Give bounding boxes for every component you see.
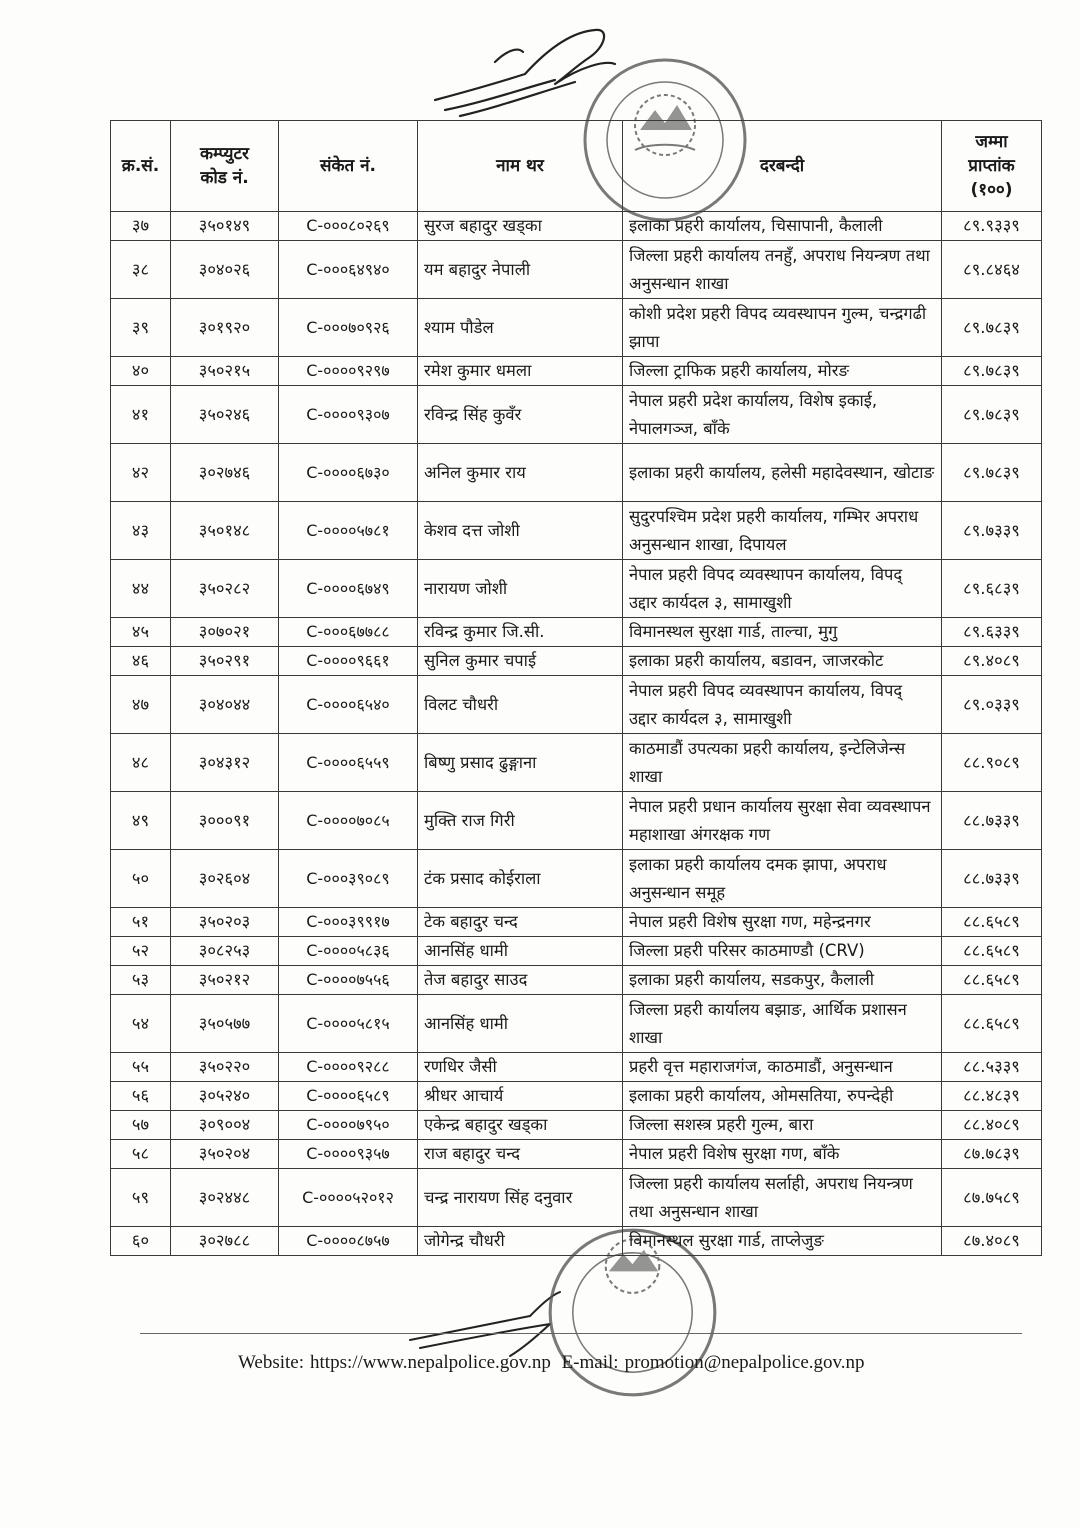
cell-post: नेपाल प्रहरी प्रधान कार्यालय सुरक्षा सेवा व्यवस्थापन महाशाखा अंगरक्षक गण <box>623 792 942 850</box>
cell-score: ८९.७८३९ <box>942 299 1042 357</box>
cell-post: नेपाल प्रहरी विशेष सुरक्षा गण, महेन्द्रनगर <box>623 908 942 937</box>
cell-sn: ४५ <box>111 618 171 647</box>
table-row <box>111 618 1042 647</box>
cell-name: श्याम पौडेल <box>418 299 623 357</box>
merit-list-table <box>110 120 1042 1256</box>
cell-post: नेपाल प्रहरी प्रदेश कार्यालय, विशेष इकाई, नेपालगञ्ज, बाँके <box>623 386 942 444</box>
cell-code: ३५०२१५ <box>171 357 279 386</box>
cell-symbol: C-००००७५५६ <box>279 966 418 995</box>
cell-code: ३०८२५३ <box>171 937 279 966</box>
cell-score: ८९.७३३९ <box>942 502 1042 560</box>
cell-symbol: C-००००९६६१ <box>279 647 418 676</box>
column-header-sn: क्र.सं. <box>111 121 171 212</box>
cell-score: ८९.६३३९ <box>942 618 1042 647</box>
cell-score: ८८.६५८९ <box>942 937 1042 966</box>
cell-name: सुरज बहादुर खड्का <box>418 212 623 241</box>
cell-code: ३०१९२० <box>171 299 279 357</box>
cell-code: ३०२७८८ <box>171 1227 279 1256</box>
cell-code: ३०४०२६ <box>171 241 279 299</box>
cell-symbol: C-००००६५४० <box>279 676 418 734</box>
table-row <box>111 995 1042 1053</box>
cell-score: ८८.४०८९ <box>942 1111 1042 1140</box>
cell-score: ८९.९३३९ <box>942 212 1042 241</box>
cell-code: ३५०२०४ <box>171 1140 279 1169</box>
cell-name: श्रीधर आचार्य <box>418 1082 623 1111</box>
cell-score: ८७.४०८९ <box>942 1227 1042 1256</box>
cell-code: ३५०२०३ <box>171 908 279 937</box>
cell-code: ३०९००४ <box>171 1111 279 1140</box>
cell-post: जिल्ला प्रहरी कार्यालय तनहुँ, अपराध नियन्त्रण तथा अनुसन्धान शाखा <box>623 241 942 299</box>
table-row <box>111 647 1042 676</box>
cell-symbol: C-००००६७४९ <box>279 560 418 618</box>
footer-divider <box>140 1333 1022 1334</box>
cell-sn: ४७ <box>111 676 171 734</box>
table-row <box>111 560 1042 618</box>
cell-code: ३५०१४८ <box>171 502 279 560</box>
cell-symbol: C-००००५२०१२ <box>279 1169 418 1227</box>
cell-name: चन्द्र नारायण सिंह दनुवार <box>418 1169 623 1227</box>
cell-sn: ४८ <box>111 734 171 792</box>
cell-symbol: C-०००६४९४० <box>279 241 418 299</box>
cell-score: ८८.९०८९ <box>942 734 1042 792</box>
cell-score: ८९.४०८९ <box>942 647 1042 676</box>
cell-score: ८९.७८३९ <box>942 444 1042 502</box>
cell-name: तेज बहादुर साउद <box>418 966 623 995</box>
cell-code: ३५०२८२ <box>171 560 279 618</box>
cell-sn: ३९ <box>111 299 171 357</box>
cell-name: रविन्द्र कुमार जि.सी. <box>418 618 623 647</box>
email-label: E-mail: <box>561 1352 619 1373</box>
cell-name: अनिल कुमार राय <box>418 444 623 502</box>
cell-symbol: C-००००७९५० <box>279 1111 418 1140</box>
website-label: Website: <box>238 1352 305 1373</box>
cell-post: नेपाल प्रहरी विपद व्यवस्थापन कार्यालय, विपद् उद्दार कार्यदल ३, सामाखुशी <box>623 560 942 618</box>
cell-post: जिल्ला ट्राफिक प्रहरी कार्यालय, मोरङ <box>623 357 942 386</box>
footer <box>238 1352 871 1374</box>
table-row <box>111 1082 1042 1111</box>
cell-score: ८९.७८३९ <box>942 357 1042 386</box>
cell-post: नेपाल प्रहरी विपद व्यवस्थापन कार्यालय, विपद् उद्दार कार्यदल ३, सामाखुशी <box>623 676 942 734</box>
cell-sn: ५१ <box>111 908 171 937</box>
cell-sn: ४१ <box>111 386 171 444</box>
cell-symbol: C-०००७०९२६ <box>279 299 418 357</box>
cell-name: एकेन्द्र बहादुर खड्का <box>418 1111 623 1140</box>
cell-sn: ५३ <box>111 966 171 995</box>
table-row <box>111 966 1042 995</box>
cell-sn: ५८ <box>111 1140 171 1169</box>
email-link[interactable]: promotion@nepalpolice.gov.np <box>624 1352 865 1373</box>
table-row <box>111 1053 1042 1082</box>
cell-sn: ३७ <box>111 212 171 241</box>
website-link[interactable]: https://www.nepalpolice.gov.np <box>310 1352 551 1373</box>
table-row <box>111 1140 1042 1169</box>
cell-symbol: C-००००७०८५ <box>279 792 418 850</box>
cell-score: ८८.६५८९ <box>942 908 1042 937</box>
cell-post: सुदुरपश्चिम प्रदेश प्रहरी कार्यालय, गम्भिर अपराध अनुसन्धान शाखा, दिपायल <box>623 502 942 560</box>
cell-code: ३५०२४६ <box>171 386 279 444</box>
cell-post: विमानस्थल सुरक्षा गार्ड, ताल्चा, मुगु <box>623 618 942 647</box>
cell-score: ८९.०३३९ <box>942 676 1042 734</box>
cell-name: टेक बहादुर चन्द <box>418 908 623 937</box>
table-row <box>111 299 1042 357</box>
cell-code: ३०७०२१ <box>171 618 279 647</box>
cell-post: जिल्ला प्रहरी कार्यालय सर्लाही, अपराध नियन्त्रण तथा अनुसन्धान शाखा <box>623 1169 942 1227</box>
column-header-symbol: संकेत नं. <box>279 121 418 212</box>
table-row <box>111 241 1042 299</box>
cell-code: ३०२४४८ <box>171 1169 279 1227</box>
cell-sn: ४४ <box>111 560 171 618</box>
cell-symbol: C-००००९३०७ <box>279 386 418 444</box>
cell-code: ३०५२४० <box>171 1082 279 1111</box>
cell-sn: ५९ <box>111 1169 171 1227</box>
cell-code: ३०००९१ <box>171 792 279 850</box>
cell-name: टंक प्रसाद कोईराला <box>418 850 623 908</box>
cell-post: इलाका प्रहरी कार्यालय, सडकपुर, कैलाली <box>623 966 942 995</box>
cell-code: ३०४३१२ <box>171 734 279 792</box>
cell-score: ८७.७५८९ <box>942 1169 1042 1227</box>
cell-name: यम बहादुर नेपाली <box>418 241 623 299</box>
cell-post: काठमाडौं उपत्यका प्रहरी कार्यालय, इन्टेलिजेन्स शाखा <box>623 734 942 792</box>
cell-symbol: C-००००६७३० <box>279 444 418 502</box>
table-row <box>111 676 1042 734</box>
table-row <box>111 386 1042 444</box>
cell-sn: ५५ <box>111 1053 171 1082</box>
cell-sn: ४० <box>111 357 171 386</box>
cell-score: ८७.७८३९ <box>942 1140 1042 1169</box>
cell-post: जिल्ला प्रहरी परिसर काठमाण्डौ (CRV) <box>623 937 942 966</box>
table-header-row <box>111 121 1042 212</box>
table-row <box>111 937 1042 966</box>
cell-name: नारायण जोशी <box>418 560 623 618</box>
cell-post: विमानस्थल सुरक्षा गार्ड, ताप्लेजुङ <box>623 1227 942 1256</box>
table-row <box>111 212 1042 241</box>
cell-code: ३०४०४४ <box>171 676 279 734</box>
cell-post: कोशी प्रदेश प्रहरी विपद व्यवस्थापन गुल्म, चन्द्रगढी झापा <box>623 299 942 357</box>
cell-symbol: C-००००९२८८ <box>279 1053 418 1082</box>
cell-code: ३५०१४९ <box>171 212 279 241</box>
cell-sn: ५४ <box>111 995 171 1053</box>
column-header-post: दरबन्दी <box>623 121 942 212</box>
cell-post: जिल्ला सशस्त्र प्रहरी गुल्म, बारा <box>623 1111 942 1140</box>
cell-post: प्रहरी वृत्त महाराजगंज, काठमाडौं, अनुसन्धान <box>623 1053 942 1082</box>
cell-score: ८८.७३३९ <box>942 850 1042 908</box>
cell-post: जिल्ला प्रहरी कार्यालय बझाङ, आर्थिक प्रशासन शाखा <box>623 995 942 1053</box>
cell-code: ३५०२२० <box>171 1053 279 1082</box>
table-row <box>111 1227 1042 1256</box>
cell-score: ८९.७८३९ <box>942 386 1042 444</box>
cell-symbol: C-००००५८३६ <box>279 937 418 966</box>
cell-symbol: C-००००९३५७ <box>279 1140 418 1169</box>
cell-name: रमेश कुमार धमला <box>418 357 623 386</box>
column-header-code: कम्प्युटर कोड नं. <box>171 121 279 212</box>
cell-symbol: C-०००३९०८९ <box>279 850 418 908</box>
cell-code: ३५०२९१ <box>171 647 279 676</box>
table-row <box>111 908 1042 937</box>
cell-score: ८९.८४६४ <box>942 241 1042 299</box>
cell-post: इलाका प्रहरी कार्यालय दमक झापा, अपराध अनुसन्धान समूह <box>623 850 942 908</box>
table-row <box>111 1169 1042 1227</box>
cell-sn: ४३ <box>111 502 171 560</box>
cell-symbol: C-००००५८१५ <box>279 995 418 1053</box>
cell-name: रणधिर जैसी <box>418 1053 623 1082</box>
cell-post: नेपाल प्रहरी विशेष सुरक्षा गण, बाँके <box>623 1140 942 1169</box>
cell-score: ८८.६५८९ <box>942 995 1042 1053</box>
cell-code: ३५०५७७ <box>171 995 279 1053</box>
cell-name: विलट चौधरी <box>418 676 623 734</box>
cell-sn: ६० <box>111 1227 171 1256</box>
cell-score: ८८.४८३९ <box>942 1082 1042 1111</box>
cell-symbol: C-००००५७८१ <box>279 502 418 560</box>
column-header-name: नाम थर <box>418 121 623 212</box>
cell-sn: ४६ <box>111 647 171 676</box>
table-row <box>111 444 1042 502</box>
cell-name: आनसिंह धामी <box>418 995 623 1053</box>
cell-code: ३०२७४६ <box>171 444 279 502</box>
cell-symbol: C-०००३९९१७ <box>279 908 418 937</box>
table-row <box>111 1111 1042 1140</box>
cell-score: ८८.५३३९ <box>942 1053 1042 1082</box>
cell-name: बिष्णु प्रसाद ढुङ्गाना <box>418 734 623 792</box>
cell-code: ३०२६०४ <box>171 850 279 908</box>
cell-symbol: C-०००८०२६९ <box>279 212 418 241</box>
cell-code: ३५०२१२ <box>171 966 279 995</box>
cell-score: ८८.६५८९ <box>942 966 1042 995</box>
cell-sn: ५० <box>111 850 171 908</box>
column-header-score: जम्मा प्राप्तांक (१००) <box>942 121 1042 212</box>
cell-name: राज बहादुर चन्द <box>418 1140 623 1169</box>
cell-name: मुक्ति राज गिरी <box>418 792 623 850</box>
cell-symbol: C-००००८७५७ <box>279 1227 418 1256</box>
cell-sn: ४९ <box>111 792 171 850</box>
cell-sn: ५२ <box>111 937 171 966</box>
cell-post: इलाका प्रहरी कार्यालय, बडावन, जाजरकोट <box>623 647 942 676</box>
cell-name: रविन्द्र सिंह कुवँर <box>418 386 623 444</box>
cell-name: सुनिल कुमार चपाई <box>418 647 623 676</box>
cell-name: जोगेन्द्र चौधरी <box>418 1227 623 1256</box>
cell-symbol: C-००००९२९७ <box>279 357 418 386</box>
cell-sn: ५७ <box>111 1111 171 1140</box>
cell-sn: ३८ <box>111 241 171 299</box>
cell-symbol: C-०००६७७८८ <box>279 618 418 647</box>
table-row <box>111 734 1042 792</box>
cell-symbol: C-००००६५५९ <box>279 734 418 792</box>
cell-name: केशव दत्त जोशी <box>418 502 623 560</box>
table-row <box>111 502 1042 560</box>
table-row <box>111 792 1042 850</box>
cell-post: इलाका प्रहरी कार्यालय, चिसापानी, कैलाली <box>623 212 942 241</box>
cell-post: इलाका प्रहरी कार्यालय, ओमसतिया, रुपन्देही <box>623 1082 942 1111</box>
cell-name: आनसिंह धामी <box>418 937 623 966</box>
table-row <box>111 850 1042 908</box>
cell-sn: ५६ <box>111 1082 171 1111</box>
cell-score: ८८.७३३९ <box>942 792 1042 850</box>
cell-post: इलाका प्रहरी कार्यालय, हलेसी महादेवस्थान, खोटाङ <box>623 444 942 502</box>
table-row <box>111 357 1042 386</box>
cell-score: ८९.६८३९ <box>942 560 1042 618</box>
cell-symbol: C-००००६५८९ <box>279 1082 418 1111</box>
cell-sn: ४२ <box>111 444 171 502</box>
